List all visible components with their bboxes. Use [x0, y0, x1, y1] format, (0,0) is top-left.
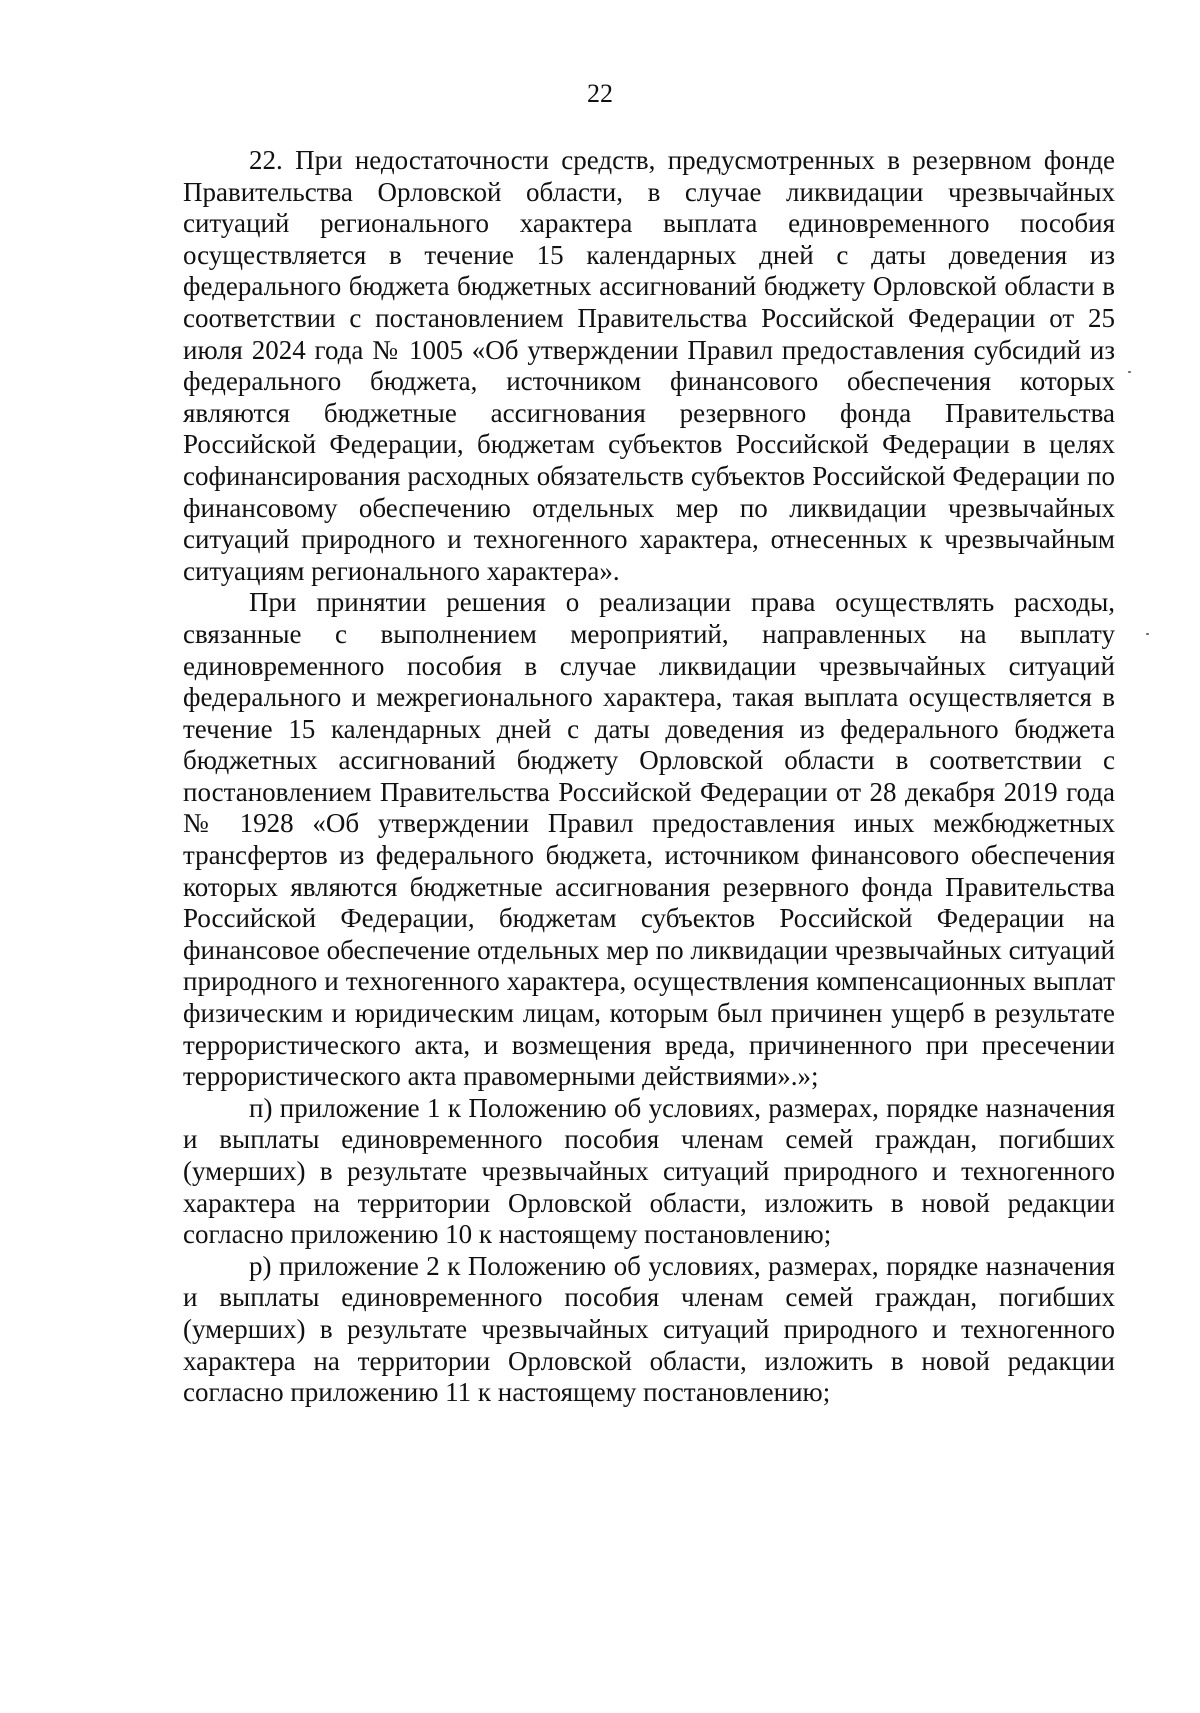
scan-speck [1146, 633, 1149, 635]
paragraph-decision: При принятии решения о реализации права осуществлять расходы, связанные с выполнением мероприятий, направленных на выплату единовременного пособия в случае ликвидации чрезвычайных ситуаций федерального и межрегионального характера, такая выплата осуществляется в течение 15 календарных дней с даты доведения из федерального бюджета бюджетных ассигнований бюджету Орловской области в соответствии с постановлением Правительства Российской Федерации от 28 декабря 2019 года № 1928 «Об утверждении Правил предоставления иных межбюджетных трансфертов из федерального бюджета, источником финансового обеспечения которых являются бюджетные ассигнования резервного фонда Правительства Российской Федерации, бюджетам субъектов Российской Федерации на финансовое обеспечение отдельных мер по ликвидации чрезвычайных ситуаций природного и техногенного характера, осуществления компенсационных выплат физическим и юридическим лицам, которым был причинен ущерб в результате террористического акта, и возмещения вреда, причиненного при пресечении террористического акта правомерными действиями».»; [183, 587, 1115, 1092]
document-body [183, 145, 1115, 1409]
page-number: 22 [587, 79, 613, 108]
scan-speck [1128, 371, 1131, 373]
paragraph-22: 22. При недостаточности средств, предусмотренных в резервном фонде Правительства Орловской области, в случае ликвидации чрезвычайных ситуаций регионального характера выплата единовременного пособия осуществляется в течение 15 календарных дней с даты доведения из федерального бюджета бюджетных ассигнований бюджету Орловской области в соответствии с постановлением Правительства Российской Федерации от 25 июля 2024 года № 1005 «Об утверждении Правил предоставления субсидий из федерального бюджета, источником финансового обеспечения которых являются бюджетные ассигнования резервного фонда Правительства Российской Федерации, бюджетам субъектов Российской Федерации в целях софинансирования расходных обязательств субъектов Российской Федерации по финансовому обеспечению отдельных мер по ликвидации чрезвычайных ситуаций природного и техногенного характера, отнесенных к чрезвычайным ситуациям регионального характера». [183, 145, 1115, 586]
paragraph-item-r: р) приложение 2 к Положению об условиях, размерах, порядке назначения и выплаты единовременного пособия членам семей граждан, погибших (умерших) в результате чрезвычайных ситуаций природного и техногенного характера на территории Орловской области, изложить в новой редакции согласно приложению 11 к настоящему постановлению; [183, 1250, 1115, 1408]
paragraph-item-p: п) приложение 1 к Положению об условиях, размерах, порядке назначения и выплаты единовременного пособия членам семей граждан, погибших (умерших) в результате чрезвычайных ситуаций природного и техногенного характера на территории Орловской области, изложить в новой редакции согласно приложению 10 к настоящему постановлению; [183, 1092, 1115, 1250]
